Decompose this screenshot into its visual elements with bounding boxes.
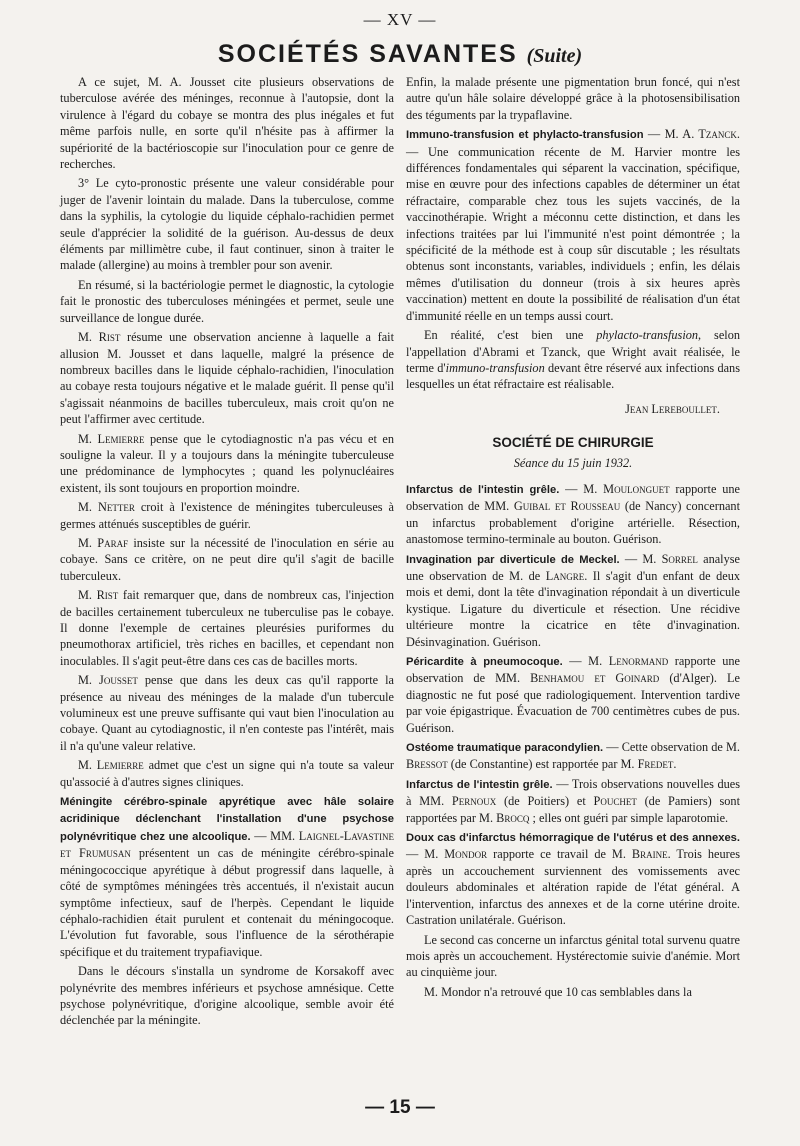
paragraph [60, 499, 394, 532]
italic-term: immuno-transfusion [445, 360, 545, 375]
article-title: Immuno-transfusion et phylacto-transfusion [406, 129, 644, 142]
article-title: Infarctus de l'intestin grêle. [406, 483, 560, 496]
author-name: M. Paraf [78, 535, 129, 550]
author-name: Laignel-Lavastine et Frumusan [60, 828, 394, 861]
paragraph-text: — Trois observations nouvelles dues à MM. [406, 776, 740, 809]
paragraph-text: pense que le cytodiagnostic n'a pas vécu et en souligne la valeur. Il y a toujours dans la méningite tuberculeuse une prédominance de lymphocytes ; quand les polynucléaires existent, ils sont toujours en proportion moindre. [60, 431, 395, 495]
paragraph [406, 551, 740, 650]
paragraph-text: — M. [406, 847, 445, 862]
author-name: Benhamou et Goinard [530, 671, 660, 686]
paragraph [406, 829, 740, 928]
author-name: M. Rist [78, 330, 121, 345]
italic-term: phylacto-transfusion [596, 328, 699, 343]
paragraph-text: (de Poitiers) et [496, 794, 594, 809]
article-title: Doux cas d'infarctus hémorragique de l'utérus et des annexes. [406, 832, 740, 845]
paragraph-text: — Une communication récente de M. Harvier montre les différences fondamentales qui séparent la vaccination, spécifique, mise en œuvre pour des infections capables de déterminer un état réfractaire, comparable chez tous les sujets vaccinés, de la vaccinothérapie. Wright a méconnu cette distinction, et dans les infections traitées par lui l'immunité n'est point démontrée ; la spécificité de la méthode est à coup sûr discutable ; les résultats obtenus sont inconstants, variables, individuels ; enfin, les délais mêmes d'utilisation du donneur (trois à six heures après vaccination) mettent en doute la possibilité de réalisation d'un état d'immunité réelle en un temps aussi court. [406, 144, 740, 323]
author-name: Langre [545, 568, 585, 583]
paragraph-text: devant être réservé aux infections dans lesquelles un état réfractaire est réalisable. [406, 360, 740, 392]
paragraph-text: , selon l'appellation d'Abrami et Tzanck, que Wright avait réalisée, le terme d' [406, 328, 740, 375]
paragraph: M. Mondor n'a retrouvé que 10 cas semblables dans la [424, 984, 692, 999]
paragraph: Enfin, la malade présente une pigmentation brun foncé, qui n'est autre qu'un hâle solaire développé grâce à la photosensibilisation des téguments par la trypaflavine. [406, 75, 740, 122]
paragraph-text: En réalité, c'est bien une [424, 328, 597, 343]
section-title-suite: (Suite) [526, 45, 583, 67]
paragraph-text: ; elles ont guéri par simple laparotomie. [529, 810, 729, 825]
paragraph-text: rapporte une observation de MM. [406, 654, 740, 686]
author-name: Pernoux [451, 794, 497, 809]
paragraph [406, 327, 740, 393]
paragraph: 3° Le cyto-pronostic présente une valeur considérable pour juger de l'avenir lointain du malade. Dans la tuberculose, comme dans la syphilis, la cytologie du liquide céphalo-rachidien permet seule d'apprécier la solidité de la guérison. Au-dessus de deux éléments par millimètre cube, il faut continuer, sinon à traiter le malade (allergine) au moins à trembler pour son avenir. [60, 176, 394, 273]
paragraph-text: rapporte une observation de MM. [406, 481, 740, 514]
page-number-roman: — XV — [363, 10, 437, 29]
paragraph [406, 739, 740, 773]
subsection-title: SOCIÉTÉ DE CHIRURGIE [492, 435, 654, 451]
author-name: Fredet [637, 757, 674, 772]
paragraph [60, 535, 394, 584]
paragraph: A ce sujet, M. A. Jousset cite plusieurs observations de tuberculose avérée des méninges, reconnue à l'autopsie, dont la virulence à l'égard du cobaye se montra des plus inégales et fut même parfois nulle, en sorte qu'il n'hésite pas à affirmer la supériorité de la bactérioscopie sur l'inoculation pour ce genre de recherches. [60, 75, 394, 172]
paragraph [406, 653, 740, 736]
seance-date: Séance du 15 juin 1932. [513, 455, 633, 470]
paragraph-text: (d'Alger). Le diagnostic ne fut posé que radiologiquement. Intervention tardive par voie épigastrique. Évacuation de 700 centimètres cubes de pus. Guérison. [406, 671, 740, 735]
paragraph-text: analyse une observation de M. de [406, 551, 740, 583]
article-title: Infarctus de l'intestin grêle. [406, 778, 553, 791]
article-title: Péricardite à pneumocoque. [406, 656, 563, 668]
paragraph-text: . [673, 757, 677, 772]
author-name: Brocq [496, 810, 530, 825]
paragraph [406, 126, 740, 324]
author-name: Guibal et Rousseau [513, 499, 621, 514]
section-title-text: SOCIÉTÉS SAVANTES [217, 40, 518, 68]
paragraph-text: — Cette observation de M. [603, 740, 740, 755]
paragraph [60, 587, 394, 669]
article-title: Ostéome traumatique paracondylien. [406, 742, 604, 755]
paragraph-text: fait remarquer que, dans de nombreux cas, l'injection de bacilles certainement tuberculeux ne tuberculise pas le cobaye. Il donne l'exemple de certaines pleurésies puriformes du pneumothorax artificiel, très riches en bacilles, et cependant non inoculables. Il s'agit peut-être dans ces cas de bacilles morts. [60, 588, 394, 668]
author-name: M. Rist [78, 588, 119, 603]
left-column [60, 74, 394, 1032]
paragraph [406, 481, 740, 548]
paragraph-text: — MM. [250, 828, 299, 843]
paragraph: Dans le décours s'installa un syndrome de Korsakoff avec polynévrite des membres inférieurs et psychose amnésique. Cette psychose polynévritique, d'origine alcoolique, semble avoir été déclenchée par la méningite. [60, 964, 394, 1028]
paragraph [60, 329, 394, 427]
paragraph: Le second cas concerne un infarctus génital total survenu quatre mois après un accouchement. Hystérectomie suivie d'anémie. Mort au cinquième jour. [406, 932, 740, 980]
paragraph-text: insiste sur la nécessité de l'inoculation en série au cobaye. Sans ce critère, on ne peut dire qu'il s'agit de bacille tuberculeux. [60, 535, 394, 583]
author-name: M. Jousset [78, 673, 138, 688]
paragraph-text: admet que c'est un signe qui n'a toute sa valeur qu'associé à d'autres signes cliniques. [60, 758, 394, 789]
section-title [0, 40, 800, 69]
paragraph-text: (de Nancy) concernant un infarctus probablement d'origine artérielle. Résection, anastomose termino-terminale au bouton. Guérison. [406, 499, 740, 547]
paragraph-text: . Trois heures après un accouchement surviennent des vomissements avec douleurs abdominales et altération rapide de l'état général. A l'intervention, infarctus des annexes et de la corne utérine droite. Castration unilatérale. Guérison. [406, 847, 740, 928]
paragraph [60, 793, 394, 960]
author-name: Mondor [444, 847, 488, 862]
signature: Jean Lereboullet. [625, 401, 720, 416]
author-name: Sorrel [661, 551, 698, 566]
paragraph [60, 431, 394, 497]
author-name: M. Lemierre [78, 431, 145, 446]
right-column [406, 74, 740, 1003]
paragraph-text: — M. [619, 551, 662, 566]
author-name: Braine [631, 847, 668, 862]
article-title: Méningite cérébro-spinale apyrétique avec hâle solaire acridinique déclenchant l'installation d'une psychose polynévritique chez une alcoolique. [60, 796, 394, 843]
paragraph-text: — M. [562, 654, 609, 668]
paragraph-text: — M. [559, 481, 604, 496]
paragraph-text: (de Constantine) est rapportée par M. [447, 757, 638, 772]
article-title: Invagination par diverticule de Meckel. [406, 553, 620, 566]
paragraph [60, 672, 394, 754]
author-name: Moulonguet [603, 481, 670, 496]
page-number: — 15 — [365, 1097, 435, 1118]
paragraph-text: . Il s'agit d'un enfant de deux mois et demi, dont la tête d'invagination répondait à un diverticule kystique. Ligature du diverticule et résection. Une récidive ultérieure montre la cicatrice en tête d'invagination. Désinvagination. Guérison. [406, 568, 740, 649]
author-name: M. Netter [78, 500, 135, 515]
author-name: — M. A. Tzanck. [643, 127, 741, 142]
paragraph-text: résume une observation ancienne à laquelle a fait allusion M. Jousset et dans laquelle, malgré la présence de nombreux bacilles dans le liquide céphalo-rachidien, l'inoculation au cobaye resta toujours négative et le malade guérit. Il pense qu'il s'agissait néanmoins de bacilles tuberculeux, mais croit qu'on ne peut l'affirmer avec certitude. [60, 330, 394, 427]
author-name: Pouchet [593, 794, 637, 809]
author-name: Bressot [406, 757, 448, 772]
paragraph [406, 776, 740, 826]
paragraph-text: pense que dans les deux cas qu'il rapporte la présence au niveau des méninges de la malade d'un tubercule volumineux est une preuve suffisante qui vaut bien l'inoculation au cobaye. Quant au cytodiagnostic, il n'en conteste pas l'intérêt, mais il n'a qu'une valeur relative. [60, 673, 394, 753]
author-name: M. Lemierre [78, 758, 144, 773]
paragraph-text: croit à l'existence de méningites tuberculeuses à germes atténués susceptibles de guérir. [60, 500, 394, 531]
paragraph-text: présentent un cas de méningite cérébro-spinale méningococcique apyrétique à début progressif dans laquelle, à côté de symptômes méningées très accentués, il n'existait aucun symptôme infectieux, sauf de l'herpès. Cependant le liquide céphalo-rachidien était purulent et contenait du méningocoque. L'évolution fut favorable, sous l'influence de la sérothérapie spécifique et du traitement trypafiavique. [60, 846, 395, 959]
paragraph-text: rapporte ce travail de M. [487, 847, 632, 862]
paragraph [60, 757, 394, 790]
paragraph-text: (de Pamiers) sont rapportées par M. [406, 794, 740, 825]
author-name: Lenormand [608, 654, 669, 668]
paragraph: En résumé, si la bactériologie permet le diagnostic, la cytologie fait le pronostic des tuberculoses méningées et permet, seule une surveillance de longue durée. [60, 277, 394, 325]
